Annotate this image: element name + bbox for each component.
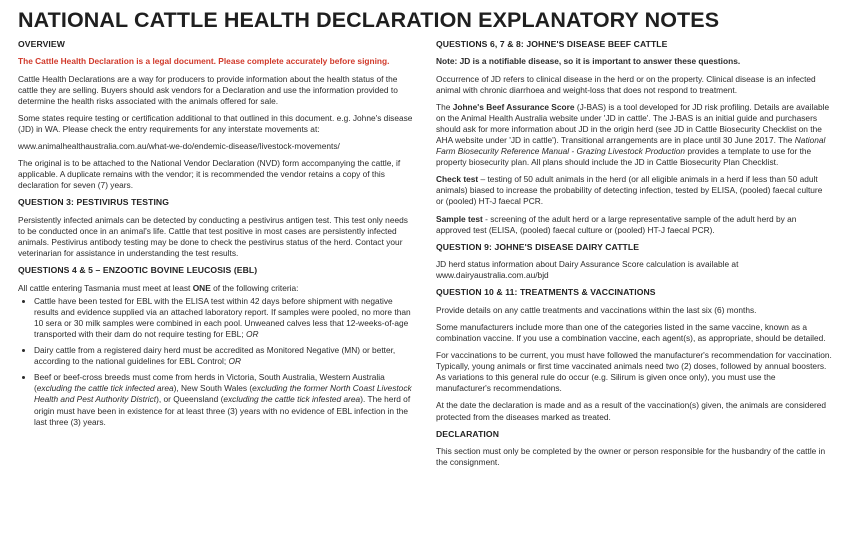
ebl-criterion-2 <box>34 345 414 367</box>
two-column-body <box>18 39 832 474</box>
q45-intro-text-c: of the following criteria: <box>210 282 299 293</box>
q1011-paragraph-4: At the date the declaration is made and as a result of the vaccination(s) given, the animals are considered protected from the diseases marked as treated. <box>436 400 827 422</box>
q678-paragraph-1: Occurrence of JD refers to clinical disease in the herd or on the property. Clinical disease is an infected animal with chronic diarrhoea and weight-loss that does not respond to treatment. <box>436 73 816 95</box>
declaration-heading: DECLARATION <box>436 428 500 439</box>
q45-heading: QUESTIONS 4 & 5 – ENZOOTIC BOVINE LEUCOSIS (EBL) <box>18 265 258 276</box>
q1011-heading: QUESTION 10 & 11: TREATMENTS & VACCINATIONS <box>436 287 656 298</box>
legal-warning: The Cattle Health Declaration is a legal document. Please complete accurately before signing. <box>18 56 390 67</box>
q1011-paragraph-1: Provide details on any cattle treatments and vaccinations within the last six (6) months. <box>436 304 757 315</box>
check-test-text: – testing of 50 adult animals in the herd (or all eligible animals in a herd if less than 50 adult animals) biased to increase the probability of detecting infection, tested by ELISA, (pooled) faecal culture or (pooled) HT-J faecal PCR. <box>436 174 823 207</box>
ebl-criteria-list <box>18 296 414 428</box>
jbas-paragraph <box>436 102 832 169</box>
ebl-criterion-3 <box>34 372 414 427</box>
ebl-criterion-3-text-c: ), New South Wales ( <box>173 383 253 394</box>
ebl-criterion-1-text: Cattle have been tested for EBL with the ELISA test within 42 days before shipment with negative results and evidence supplied via an attached laboratory report. If samples were pooled, no more than 10 sera or 30 milk samples were combined in each pool. Unweaned calves less that 12-weeks-of-age transported with their dam do not require testing for EBL; <box>34 295 411 339</box>
q1011-paragraph-2: Some manufacturers include more than one of the categories listed in the same vaccine, known as a combination vaccine. If you use a combination vaccine, each agent(s), as appropriate, should be detailed. <box>436 321 826 343</box>
q9-heading: QUESTION 9: JOHNE'S DISEASE DAIRY CATTLE <box>436 241 640 252</box>
jbas-text-e: provides a template to use for the property biosecurity plan. All plans should include the JD in Cattle Biosecurity Plan Checklist. <box>436 146 812 168</box>
jd-notifiable-note: Note: JD is a notifiable disease, so it is important to answer these questions. <box>436 56 741 67</box>
overview-heading: OVERVIEW <box>18 39 65 49</box>
q3-paragraph: Persistently infected animals can be detected by conducting a pestivirus antigen test. This test only needs to be conducted once in an animal's life. Cattle that test positive in most cases are persistently infected animals. Pestivirus antibody testing may be done to check the pestivirus status of the herd. Contact your veterinarian for assistance in understanding the test results. <box>18 214 408 259</box>
biosecurity-manual-title: National Farm Biosecurity Reference Manual - Grazing Livestock Production <box>436 134 826 157</box>
livestock-movements-url[interactable]: www.animalhealthaustralia.com.au/what-we-do/endemic-disease/livestock-movements/ <box>18 140 340 151</box>
overview-paragraph-2: Some states require testing or certification additional to that outlined in this document. e.g. Johne's disease (JD) in WA. Please check the entry requirements for any interstate movements at: <box>18 112 413 134</box>
page-title: NATIONAL CATTLE HEALTH DECLARATION EXPLANATORY NOTES <box>18 8 720 32</box>
q45-intro-text-a: All cattle entering Tasmania must meet at least <box>18 282 193 293</box>
ebl-criterion-3-text-g: ). The herd of origin must have been in existence for at least three (3) years with no evidence of EBL infection in the last three (3) years. <box>34 394 411 427</box>
ebl-criterion-3-text-a: Beef or beef-cross breeds must come from herds in Victoria, South Australia, Western Australia ( <box>34 372 385 394</box>
ebl-criterion-3-text-e: ), or Queensland ( <box>156 394 224 405</box>
q1011-paragraph-3: For vaccinations to be current, you must have followed the manufacturer's recommendation for vaccination. Typically, young animals or first time vaccinated animals need two (2) doses, followed by annual boosters. As variations to this general rule do occur (e.g. Silirum is given once only), you must use the manufacturer's recommendations. <box>436 350 832 394</box>
jbas-text-c: (J-BAS) is a tool developed for JD risk profiling. Details are available on the Animal Health Australia website under 'JD in cattle'. The J-BAS is an initial guide and purchasers should ask for more information about JD in the origin herd (see JD in Cattle Biosecurity Checklist on the AHA website under 'JD in cattle'). Transitional arrangements are in place until 30 June 2017. The <box>436 101 830 145</box>
q45-intro-one: ONE <box>192 282 211 293</box>
overview-paragraph-1: Cattle Health Declarations are a way for producers to provide information about the health status of the cattle they are selling. Buyers should ask vendors for a Declaration and use the information provided to determine the health risks associated with the animals offered for sale. <box>18 73 398 106</box>
ebl-criterion-2-text: Dairy cattle from a registered dairy herd must be accredited as Monitored Negative (MN) or better, according to the national guidelines for EBL Control; <box>34 345 396 367</box>
ebl-criterion-3-text-f: excluding the cattle tick infested area <box>223 394 361 405</box>
ebl-criterion-1-or: OR <box>245 328 259 339</box>
q9-paragraph: JD herd status information about Dairy Assurance Score calculation is available at www.dairyaustralia.com.au/bjd <box>436 259 739 281</box>
jbas-text-a: The <box>436 101 453 112</box>
overview-paragraph-3: The original is to be attached to the National Vendor Declaration (NVD) form accompanying the cattle, if applicable. A duplicate remains with the vendor; it is recommended the vendor retains a copy of this declaration for seven (7) years. <box>18 158 401 191</box>
jbas-term: Johne's Beef Assurance Score <box>452 101 575 112</box>
sample-test-text: - screening of the adult herd or a large representative sample of the adult herd by an approved test (ELISA, (pooled) faecal culture or (pooled) HT-J faecal PCR). <box>436 213 797 235</box>
q678-heading: QUESTIONS 6, 7 & 8: JOHNE'S DISEASE BEEF CATTLE <box>436 39 668 49</box>
ebl-criterion-2-or: OR <box>228 356 242 367</box>
ebl-criterion-3-text-b: excluding the cattle tick infected area <box>36 383 174 394</box>
sample-test-paragraph <box>436 214 832 236</box>
check-test-paragraph <box>436 174 832 207</box>
right-column <box>436 39 832 474</box>
sample-test-term: Sample test <box>436 213 483 224</box>
declaration-paragraph: This section must only be completed by the owner or person responsible for the husbandry of the cattle in the consignment. <box>436 446 826 468</box>
ebl-criterion-1 <box>34 296 414 340</box>
ebl-criterion-3-text-d: excluding the former North Coast Livestock Health and Pest Authority District <box>34 383 412 405</box>
left-column <box>18 39 414 474</box>
q45-intro <box>18 283 414 294</box>
check-test-term: Check test <box>436 174 479 185</box>
q3-heading: QUESTION 3: PESTIVIRUS TESTING <box>18 197 170 208</box>
